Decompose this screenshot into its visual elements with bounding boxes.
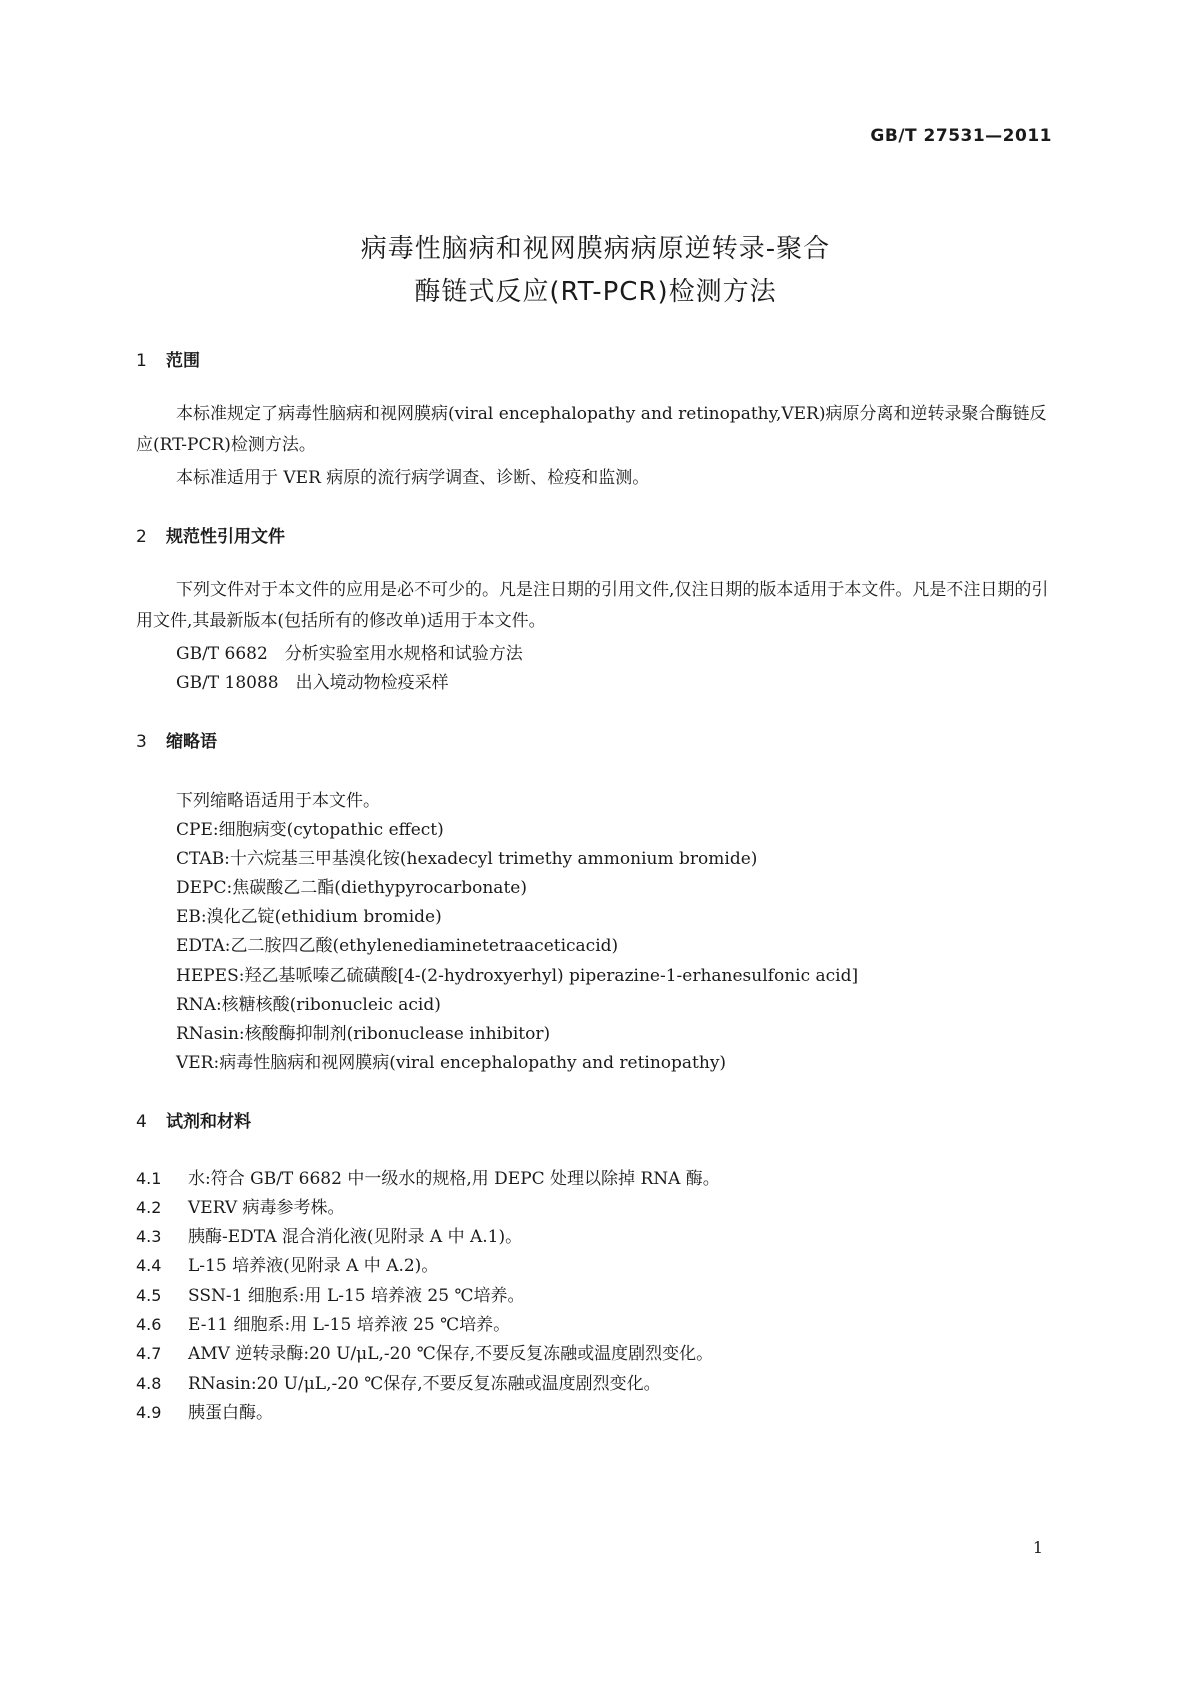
abbreviation-item: RNA:核糖核酸(ribonucleic acid) — [176, 995, 441, 1015]
section-heading-reagents — [136, 1107, 251, 1132]
section-title: 范围 — [166, 351, 200, 371]
item-text: 胰蛋白酶。 — [188, 1403, 273, 1423]
item-number: 4.5 — [136, 1286, 162, 1305]
abbreviation-item: VER:病毒性脑病和视网膜病(viral encephalopathy and retinopathy) — [176, 1053, 727, 1073]
reference-item: GB/T 6682 分析实验室用水规格和试验方法 — [176, 644, 523, 664]
reagent-item — [136, 1164, 720, 1189]
section-number: 3 — [136, 732, 147, 752]
scope-paragraph-1: 本标准规定了病毒性脑病和视网膜病(viral encephalopathy and retinopathy,VER)病原分离和逆转录聚合酶链反应(RT-PCR)检测方法。 — [136, 404, 1047, 455]
item-text: AMV 逆转录酶:20 U/μL,-20 ℃保存,不要反复冻融或温度剧烈变化。 — [188, 1344, 714, 1364]
item-text: 胰酶-EDTA 混合消化液(见附录 A 中 A.1)。 — [188, 1227, 523, 1247]
item-text: VERV 病毒参考株。 — [188, 1198, 345, 1218]
item-number: 4.2 — [136, 1198, 162, 1217]
title-line-1: 病毒性脑病和视网膜病病原逆转录-聚合 — [360, 234, 831, 264]
item-number: 4.7 — [136, 1344, 162, 1363]
item-text: RNasin:20 U/μL,-20 ℃保存,不要反复冻融或温度剧烈变化。 — [188, 1374, 661, 1394]
section-number: 1 — [136, 351, 147, 371]
section-heading-scope — [136, 346, 200, 371]
item-number: 4.9 — [136, 1403, 162, 1422]
reagent-item — [136, 1398, 273, 1423]
item-number: 4.1 — [136, 1169, 162, 1188]
abbreviation-item: HEPES:羟乙基哌嗪乙硫磺酸[4-(2-hydroxyerhyl) piperazine-1-erhanesulfonic acid] — [176, 966, 859, 986]
section-title: 缩略语 — [166, 732, 217, 752]
abbreviations-intro: 下列缩略语适用于本文件。 — [176, 791, 380, 811]
reagent-item — [136, 1369, 661, 1394]
document-title — [0, 228, 1191, 314]
reagent-item — [136, 1281, 525, 1306]
section-title: 试剂和材料 — [166, 1112, 251, 1132]
page-number: 1 — [1032, 1538, 1043, 1557]
item-text: E-11 细胞系:用 L-15 培养液 25 ℃培养。 — [188, 1315, 511, 1335]
section-number: 4 — [136, 1112, 147, 1132]
standard-code: GB/T 27531—2011 — [870, 126, 1052, 146]
section-heading-abbreviations — [136, 727, 217, 752]
item-number: 4.4 — [136, 1256, 162, 1275]
abbreviation-item: DEPC:焦碳酸乙二酯(diethypyrocarbonate) — [176, 878, 527, 898]
abbreviation-item: EB:溴化乙锭(ethidium bromide) — [176, 907, 442, 927]
title-line-2: 酶链式反应(RT-PCR)检测方法 — [414, 277, 777, 307]
references-paragraph: 下列文件对于本文件的应用是必不可少的。凡是注日期的引用文件,仅注日期的版本适用于本文件。凡是不注日期的引用文件,其最新版本(包括所有的修改单)适用于本文件。 — [136, 580, 1049, 631]
section-heading-normative-references — [136, 522, 285, 547]
item-text: SSN-1 细胞系:用 L-15 培养液 25 ℃培养。 — [188, 1286, 525, 1306]
item-text: L-15 培养液(见附录 A 中 A.2)。 — [188, 1256, 439, 1276]
abbreviation-item: RNasin:核酸酶抑制剂(ribonuclease inhibitor) — [176, 1024, 551, 1044]
section-title: 规范性引用文件 — [166, 527, 285, 547]
item-number: 4.6 — [136, 1315, 162, 1334]
reference-item: GB/T 18088 出入境动物检疫采样 — [176, 673, 449, 693]
reagent-item — [136, 1310, 510, 1335]
item-number: 4.8 — [136, 1374, 162, 1393]
section-number: 2 — [136, 527, 147, 547]
scope-paragraph-2: 本标准适用于 VER 病原的流行病学调查、诊断、检疫和监测。 — [176, 468, 650, 488]
reagent-item — [136, 1193, 345, 1218]
item-number: 4.3 — [136, 1227, 162, 1246]
item-text: 水:符合 GB/T 6682 中一级水的规格,用 DEPC 处理以除掉 RNA 酶。 — [188, 1169, 720, 1189]
abbreviation-item: EDTA:乙二胺四乙酸(ethylenediaminetetraaceticacid) — [176, 936, 619, 956]
reagent-item — [136, 1339, 713, 1364]
reagent-item — [136, 1251, 438, 1276]
reagent-item — [136, 1222, 522, 1247]
abbreviation-item: CPE:细胞病变(cytopathic effect) — [176, 820, 444, 840]
abbreviation-item: CTAB:十六烷基三甲基溴化铵(hexadecyl trimethy ammonium bromide) — [176, 849, 758, 869]
